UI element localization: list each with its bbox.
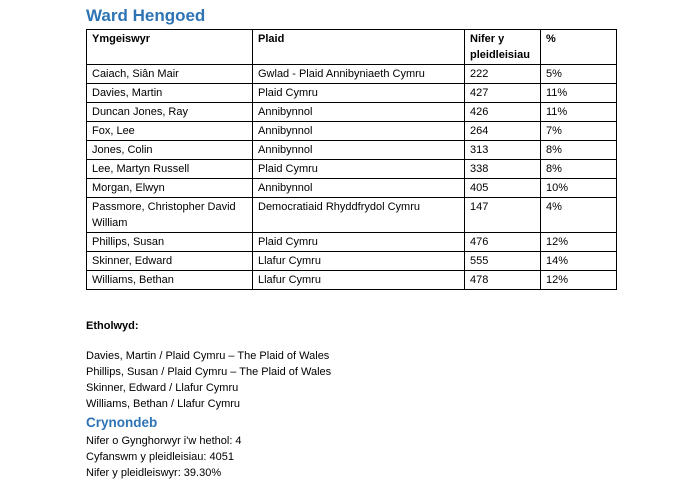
party-name: Annibynnol (253, 103, 465, 122)
candidate-name: Passmore, Christopher David William (87, 198, 253, 233)
table-row (87, 84, 617, 103)
vote-percent: 14% (541, 252, 617, 271)
table-row (87, 233, 617, 252)
vote-count: 405 (465, 179, 541, 198)
vote-count: 555 (465, 252, 541, 271)
party-name: Llafur Cymru (253, 271, 465, 290)
header-candidates: Ymgeiswyr (87, 30, 253, 65)
vote-count: 478 (465, 271, 541, 290)
elected-title: Etholwyd: (86, 320, 139, 332)
vote-count: 222 (465, 65, 541, 84)
vote-percent: 4% (541, 198, 617, 233)
vote-percent: 8% (541, 141, 617, 160)
summary-line: Nifer o Gynghorwyr i'w hethol: 4 (86, 435, 242, 447)
vote-percent: 10% (541, 179, 617, 198)
vote-percent: 12% (541, 233, 617, 252)
table-row (87, 103, 617, 122)
table-row (87, 179, 617, 198)
party-name: Annibynnol (253, 141, 465, 160)
vote-count: 313 (465, 141, 541, 160)
candidate-name: Skinner, Edward (87, 252, 253, 271)
table-row (87, 141, 617, 160)
vote-percent: 7% (541, 122, 617, 141)
party-name: Annibynnol (253, 122, 465, 141)
summary-line: Cyfanswm y pleidleisiau: 4051 (86, 451, 234, 463)
ward-heading: Ward Hengoed (86, 6, 206, 25)
elected-list (86, 348, 616, 412)
party-name: Llafur Cymru (253, 252, 465, 271)
candidate-name: Fox, Lee (87, 122, 253, 141)
header-percent: % (541, 30, 617, 65)
table-row (87, 198, 617, 233)
vote-percent: 11% (541, 84, 617, 103)
vote-count: 147 (465, 198, 541, 233)
party-name: Democratiaid Rhyddfrydol Cymru (253, 198, 465, 233)
header-party: Plaid (253, 30, 465, 65)
vote-count: 338 (465, 160, 541, 179)
vote-percent: 12% (541, 271, 617, 290)
candidate-name: Duncan Jones, Ray (87, 103, 253, 122)
vote-percent: 11% (541, 103, 617, 122)
elected-item: Davies, Martin / Plaid Cymru – The Plaid of Wales (86, 350, 330, 362)
vote-count: 476 (465, 233, 541, 252)
candidate-name: Jones, Colin (87, 141, 253, 160)
vote-count: 264 (465, 122, 541, 141)
candidate-name: Caiach, Siân Mair (87, 65, 253, 84)
table-row (87, 271, 617, 290)
results-table-body (87, 65, 617, 290)
party-name: Plaid Cymru (253, 233, 465, 252)
summary-list (86, 433, 616, 481)
vote-count: 427 (465, 84, 541, 103)
table-row (87, 65, 617, 84)
candidate-name: Davies, Martin (87, 84, 253, 103)
table-row (87, 122, 617, 141)
vote-percent: 8% (541, 160, 617, 179)
table-row (87, 252, 617, 271)
party-name: Gwlad - Plaid Annibyniaeth Cymru (253, 65, 465, 84)
elected-item: Williams, Bethan / Llafur Cymru (86, 398, 241, 410)
summary-heading: Crynondeb (86, 415, 158, 430)
candidate-name: Lee, Martyn Russell (87, 160, 253, 179)
party-name: Plaid Cymru (253, 160, 465, 179)
document-page (86, 5, 616, 481)
vote-percent: 5% (541, 65, 617, 84)
party-name: Plaid Cymru (253, 84, 465, 103)
table-row (87, 160, 617, 179)
candidate-name: Morgan, Elwyn (87, 179, 253, 198)
candidate-name: Williams, Bethan (87, 271, 253, 290)
elected-item: Skinner, Edward / Llafur Cymru (86, 382, 239, 394)
elected-item: Phillips, Susan / Plaid Cymru – The Plaid of Wales (86, 366, 332, 378)
summary-line: Nifer y pleidleiswyr: 39.30% (86, 467, 222, 479)
party-name: Annibynnol (253, 179, 465, 198)
results-table (86, 29, 617, 290)
header-votes: Nifer y pleidleisiau (465, 30, 541, 65)
vote-count: 426 (465, 103, 541, 122)
table-header-row (87, 30, 617, 65)
candidate-name: Phillips, Susan (87, 233, 253, 252)
